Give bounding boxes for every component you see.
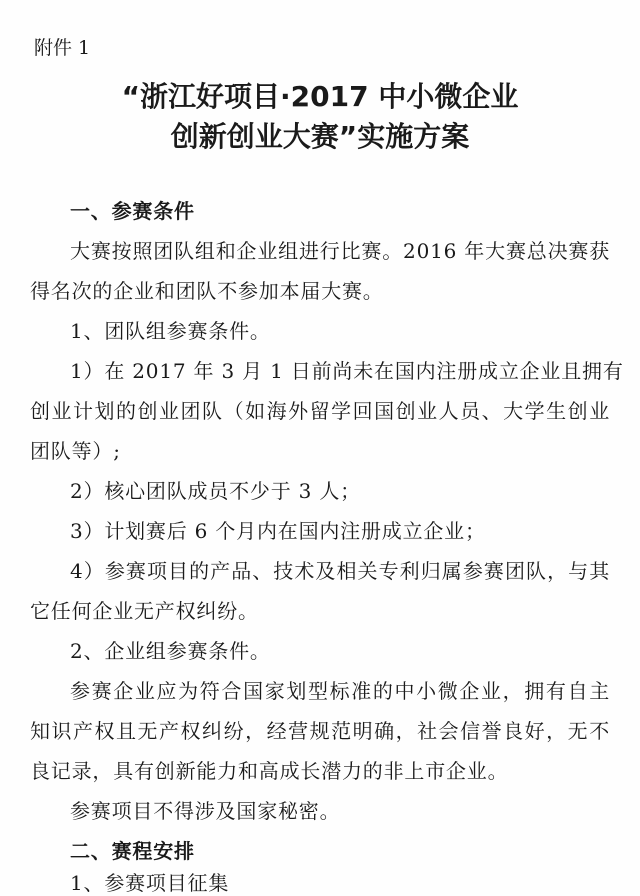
- paragraph-line: 1）在 2017 年 3 月 1 日前尚未在国内注册成立企业且拥有: [70, 359, 624, 383]
- paragraph-line: 得名次的企业和团队不参加本届大赛。: [30, 279, 384, 303]
- subsection-heading-team: 1、团队组参赛条件。: [70, 319, 271, 343]
- section-heading-schedule: 二、赛程安排: [70, 839, 195, 863]
- paragraph-line: 4）参赛项目的产品、技术及相关专利归属参赛团队，与其: [70, 559, 610, 583]
- paragraph-line: 3）计划赛后 6 个月内在国内注册成立企业；: [70, 519, 486, 543]
- paragraph-line: 大赛按照团队组和企业组进行比赛。2016 年大赛总决赛获: [70, 239, 610, 263]
- subsection-heading-collection: 1、参赛项目征集: [70, 871, 230, 895]
- document-title-line-2: 创新创业大赛”实施方案: [170, 120, 470, 153]
- subsection-heading-enterprise: 2、企业组参赛条件。: [70, 639, 271, 663]
- paragraph-line: 团队等）;: [30, 439, 121, 463]
- paragraph-line: 创业计划的创业团队（如海外留学回国创业人员、大学生创业: [30, 399, 610, 423]
- paragraph-line: 2）核心团队成员不少于 3 人；: [70, 479, 361, 503]
- paragraph-line: 知识产权且无产权纠纷，经营规范明确，社会信誉良好，无不: [30, 719, 610, 743]
- paragraph-line: 良记录，具有创新能力和高成长潜力的非上市企业。: [30, 759, 509, 783]
- section-heading-conditions: 一、参赛条件: [70, 199, 195, 223]
- document-title-line-1: “浙江好项目·2017 中小微企业: [121, 80, 519, 113]
- paragraph-line: 它任何企业无产权纠纷。: [30, 599, 259, 623]
- paragraph-line: 参赛企业应为符合国家划型标准的中小微企业，拥有自主: [70, 679, 610, 703]
- paragraph-line: 参赛项目不得涉及国家秘密。: [70, 799, 341, 823]
- attachment-label: 附件 1: [34, 37, 91, 59]
